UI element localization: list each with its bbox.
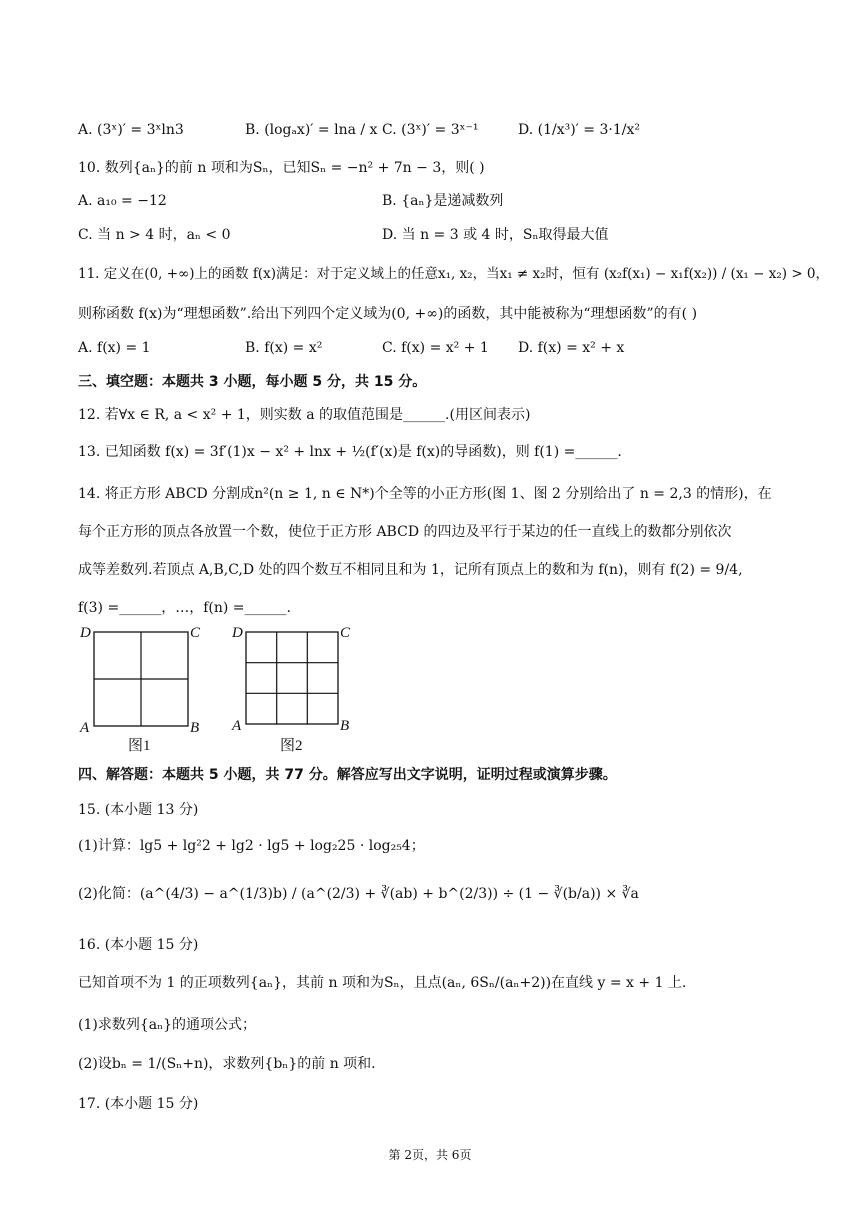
fig1-label-b: B [190,720,200,736]
q10-option-d: D. 当 n = 3 或 4 时，Sₙ取得最大值 [382,227,609,243]
q14-line1: 14. 将正方形 ABCD 分割成n²(n ≥ 1, n ∈ N*)个全等的小正方形(图 1、图 2 分别给出了 n = 2,3 的情形)，在 [78,486,772,502]
q9-option-c: C. (3ˣ)′ = 3ˣ⁻¹ [382,122,479,138]
q14-line3: 成等差数列.若顶点 A,B,C,D 处的四个数互不相同且和为 1，记所有顶点上的数和为 f(n)，则有 f(2) = 9/4, [78,562,743,578]
q11-line1: 11. 定义在(0, +∞)上的函数 f(x)满足：对于定义域上的任意x₁, x₂，当x₁ ≠ x₂时，恒有 (x₂f(x₁) − x₁f(x₂)) / (x₁ − x₂) > 0， [78,266,830,282]
q14-line2: 每个正方形的顶点各放置一个数，使位于正方形 ABCD 的四边及平行于某边的任一直线上的数都分别依次 [78,524,732,540]
q11-option-d: D. f(x) = x² + x [518,340,625,356]
q15-heading: 15. (本小题 13 分) [78,802,199,818]
q15-part1: (1)计算：lg5 + lg²2 + lg2 · lg5 + log₂25 · log₂₅4； [78,838,425,854]
figure-2 [228,622,368,758]
q10-option-c: C. 当 n > 4 时，aₙ < 0 [78,227,231,243]
q9-option-d: D. (1/x³)′ = 3·1/x² [518,122,640,138]
fig2-label-a: A [232,718,242,734]
page-footer: 第 2页，共 6页 [388,1148,472,1162]
q11-option-b: B. f(x) = x² [245,340,323,356]
fig2-label-c: C [340,625,351,641]
q16-part2: (2)设bₙ = 1/(Sₙ+n)，求数列{bₙ}的前 n 项和. [78,1056,376,1072]
section3-heading: 三、填空题：本题共 3 小题，每小题 5 分，共 15 分。 [78,374,427,390]
q16-part1: (1)求数列{aₙ}的通项公式； [78,1017,257,1033]
fig2-label-b: B [340,718,350,734]
q10-option-b: B. {aₙ}是递减数列 [382,193,504,209]
q11-option-a: A. f(x) = 1 [78,340,151,356]
figure-1 [76,622,216,758]
q9-option-b: B. (logₐx)′ = lna / x [245,122,378,138]
q17-heading: 17. (本小题 15 分) [78,1096,199,1112]
fig1-caption: 图1 [128,738,151,754]
q11-line2: 则称函数 f(x)为“理想函数”.给出下列四个定义域为(0, +∞)的函数，其中能被称为“理想函数”的有( ) [78,306,698,322]
q9-option-a: A. (3ˣ)′ = 3ˣln3 [78,122,184,138]
q14-line4: f(3) =______，…，f(n) =______. [78,600,291,616]
q10-option-a: A. a₁₀ = −12 [78,193,167,209]
q16-heading: 16. (本小题 15 分) [78,937,199,953]
q16-stem: 已知首项不为 1 的正项数列{aₙ}，其前 n 项和为Sₙ，且点(aₙ, 6Sₙ/(aₙ+2))在直线 y = x + 1 上. [78,975,687,991]
fig1-label-a: A [80,720,90,736]
q10-stem: 10. 数列{aₙ}的前 n 项和为Sₙ，已知Sₙ = −n² + 7n − 3，则( ) [78,160,485,176]
q12-text: 12. 若∀x ∈ R, a < x² + 1，则实数 a 的取值范围是______.(用区间表示) [78,407,531,423]
fig1-label-d: D [80,625,91,641]
q15-part2: (2)化简：(a^(4/3) − a^(1/3)b) / (a^(2/3) + ∛(ab) + b^(2/3)) ÷ (1 − ∛(b/a)) × ∛a [78,886,639,902]
q11-option-c: C. f(x) = x² + 1 [382,340,489,356]
section4-heading: 四、解答题：本题共 5 小题，共 77 分。解答应写出文字说明，证明过程或演算步骤。 [78,767,617,783]
fig2-outer-square [246,632,338,724]
fig2-label-d: D [232,625,243,641]
fig1-label-c: C [190,625,201,641]
fig2-caption: 图2 [280,738,303,754]
q13-text: 13. 已知函数 f(x) = 3f′(1)x − x² + lnx + ½(f′(x)是 f(x)的导函数)，则 f(1) =______. [78,444,622,460]
